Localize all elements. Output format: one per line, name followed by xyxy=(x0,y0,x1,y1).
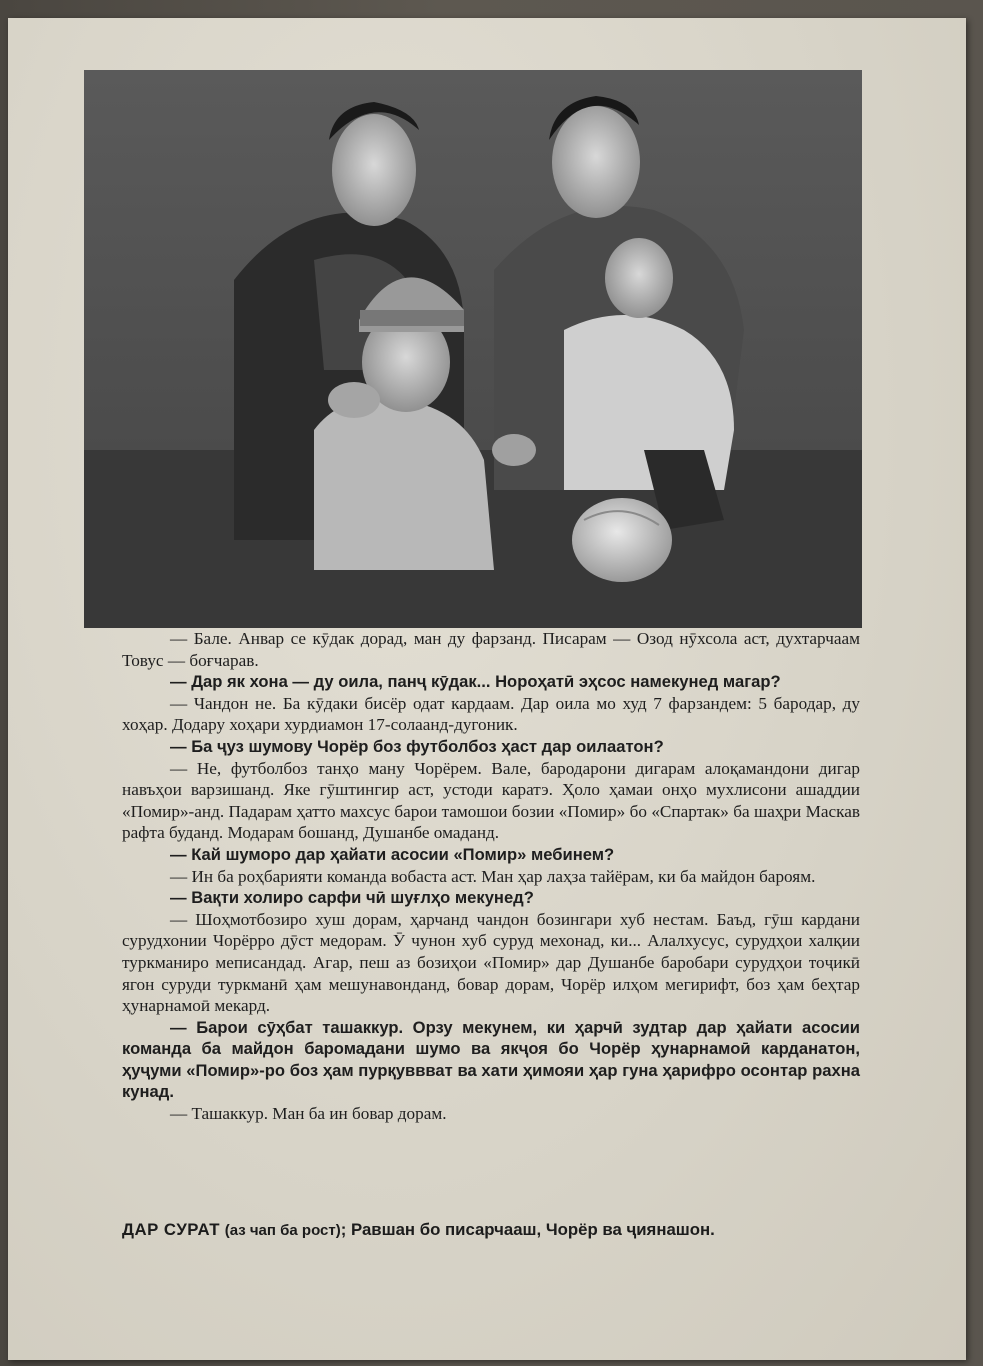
caption-names: ; Равшан бо писарчааш, Чорёр ва ҷиянашон. xyxy=(340,1220,715,1239)
caption-direction: (аз чап ба рост) xyxy=(224,1222,341,1239)
paragraph-answer: — Бале. Анвар се кӯдак дорад, ман ду фарзанд. Писарам — Озод нӯхсола аст, духтарчаам Товус — боғчарав. xyxy=(122,629,860,670)
paragraph-answer: — Ташаккур. Ман ба ин бовар дорам. xyxy=(170,1104,447,1124)
paragraph-question: — Ба ҷуз шумову Чорёр боз футболбоз ҳаст дар оилаатон? xyxy=(170,736,664,756)
paragraph-question: — Барои сӯҳбат ташаккур. Орзу мекунем, ки ҳарчӣ зудтар дар ҳайати асосии команда ба майдон баромадани шумо ва якҷоя бо Чорёр ҳунарнамоӣ карданатон, ҳуҷуми «Помир»-ро боз ҳам пурқуввват ва хати ҳимояи ҳар гуна ҳарифро осонтар рахна кунад. xyxy=(122,1017,860,1102)
interview-body xyxy=(122,628,860,1125)
paragraph-question: — Вақти холиро сарфи чӣ шуғлҳо мекунед? xyxy=(170,888,534,908)
paragraph-answer: — Не, футболбоз танҳо ману Чорёрем. Вале, бародарони дигарам алоқамандони дигар навъҳои варзишанд. Яке гӯштингир аст, устоди каратэ. Ҳоло ҳамаи онҳо мухлисони ашаддии «Помир»-анд. Падарам ҳатто махсус барои тамошои бозии «Помир» бо «Спартак» ба шаҳри Маскав рафта буданд. Модарам бошанд, Душанбе омаданд. xyxy=(122,758,860,843)
paragraph-question: — Кай шуморо дар ҳайати асосии «Помир» мебинем? xyxy=(170,844,615,864)
paragraph-answer: — Чандон не. Ба кӯдаки бисёр одат кардаам. Дар оила мо худ 7 фарзандем: 5 бародар, ду хоҳар. Додару хоҳари хурдиамон 17-солаанд-дугоник. xyxy=(122,693,860,735)
photo-illustration xyxy=(84,70,862,628)
paragraph-answer: — Ин ба роҳбарияти команда вобаста аст. Ман ҳар лаҳза тайёрам, ки ба майдон бароям. xyxy=(170,866,816,886)
paragraph-question: — Дар як хона — ду оила, панҷ кӯдак... Нороҳатӣ эҳсос намекунед магар? xyxy=(170,672,781,692)
photo-caption xyxy=(122,1220,864,1240)
paragraph-answer: — Шоҳмотбозиро хуш дорам, ҳарчанд чандон бозингари хуб нестам. Баъд, гӯш кардани сурудхонии Чорёрро дӯст медорам. Ӯ чунон хуб суруд мехонад, ки... Алалхусус, сурудҳои халқии туркманиро меписандад. Агар, пеш аз бозиҳои «Помир» дар Душанбе баробари сурудҳои тоҷикӣ ягон суруди туркманӣ ҳам мешунавонданд, бовар дорам, Чорёр илҳом мегирифт, боз ҳам беҳтар ҳунарнамоӣ мекард. xyxy=(122,909,860,1016)
caption-lead: ДАР СУРАТ xyxy=(122,1220,221,1239)
team-photo xyxy=(84,70,862,628)
